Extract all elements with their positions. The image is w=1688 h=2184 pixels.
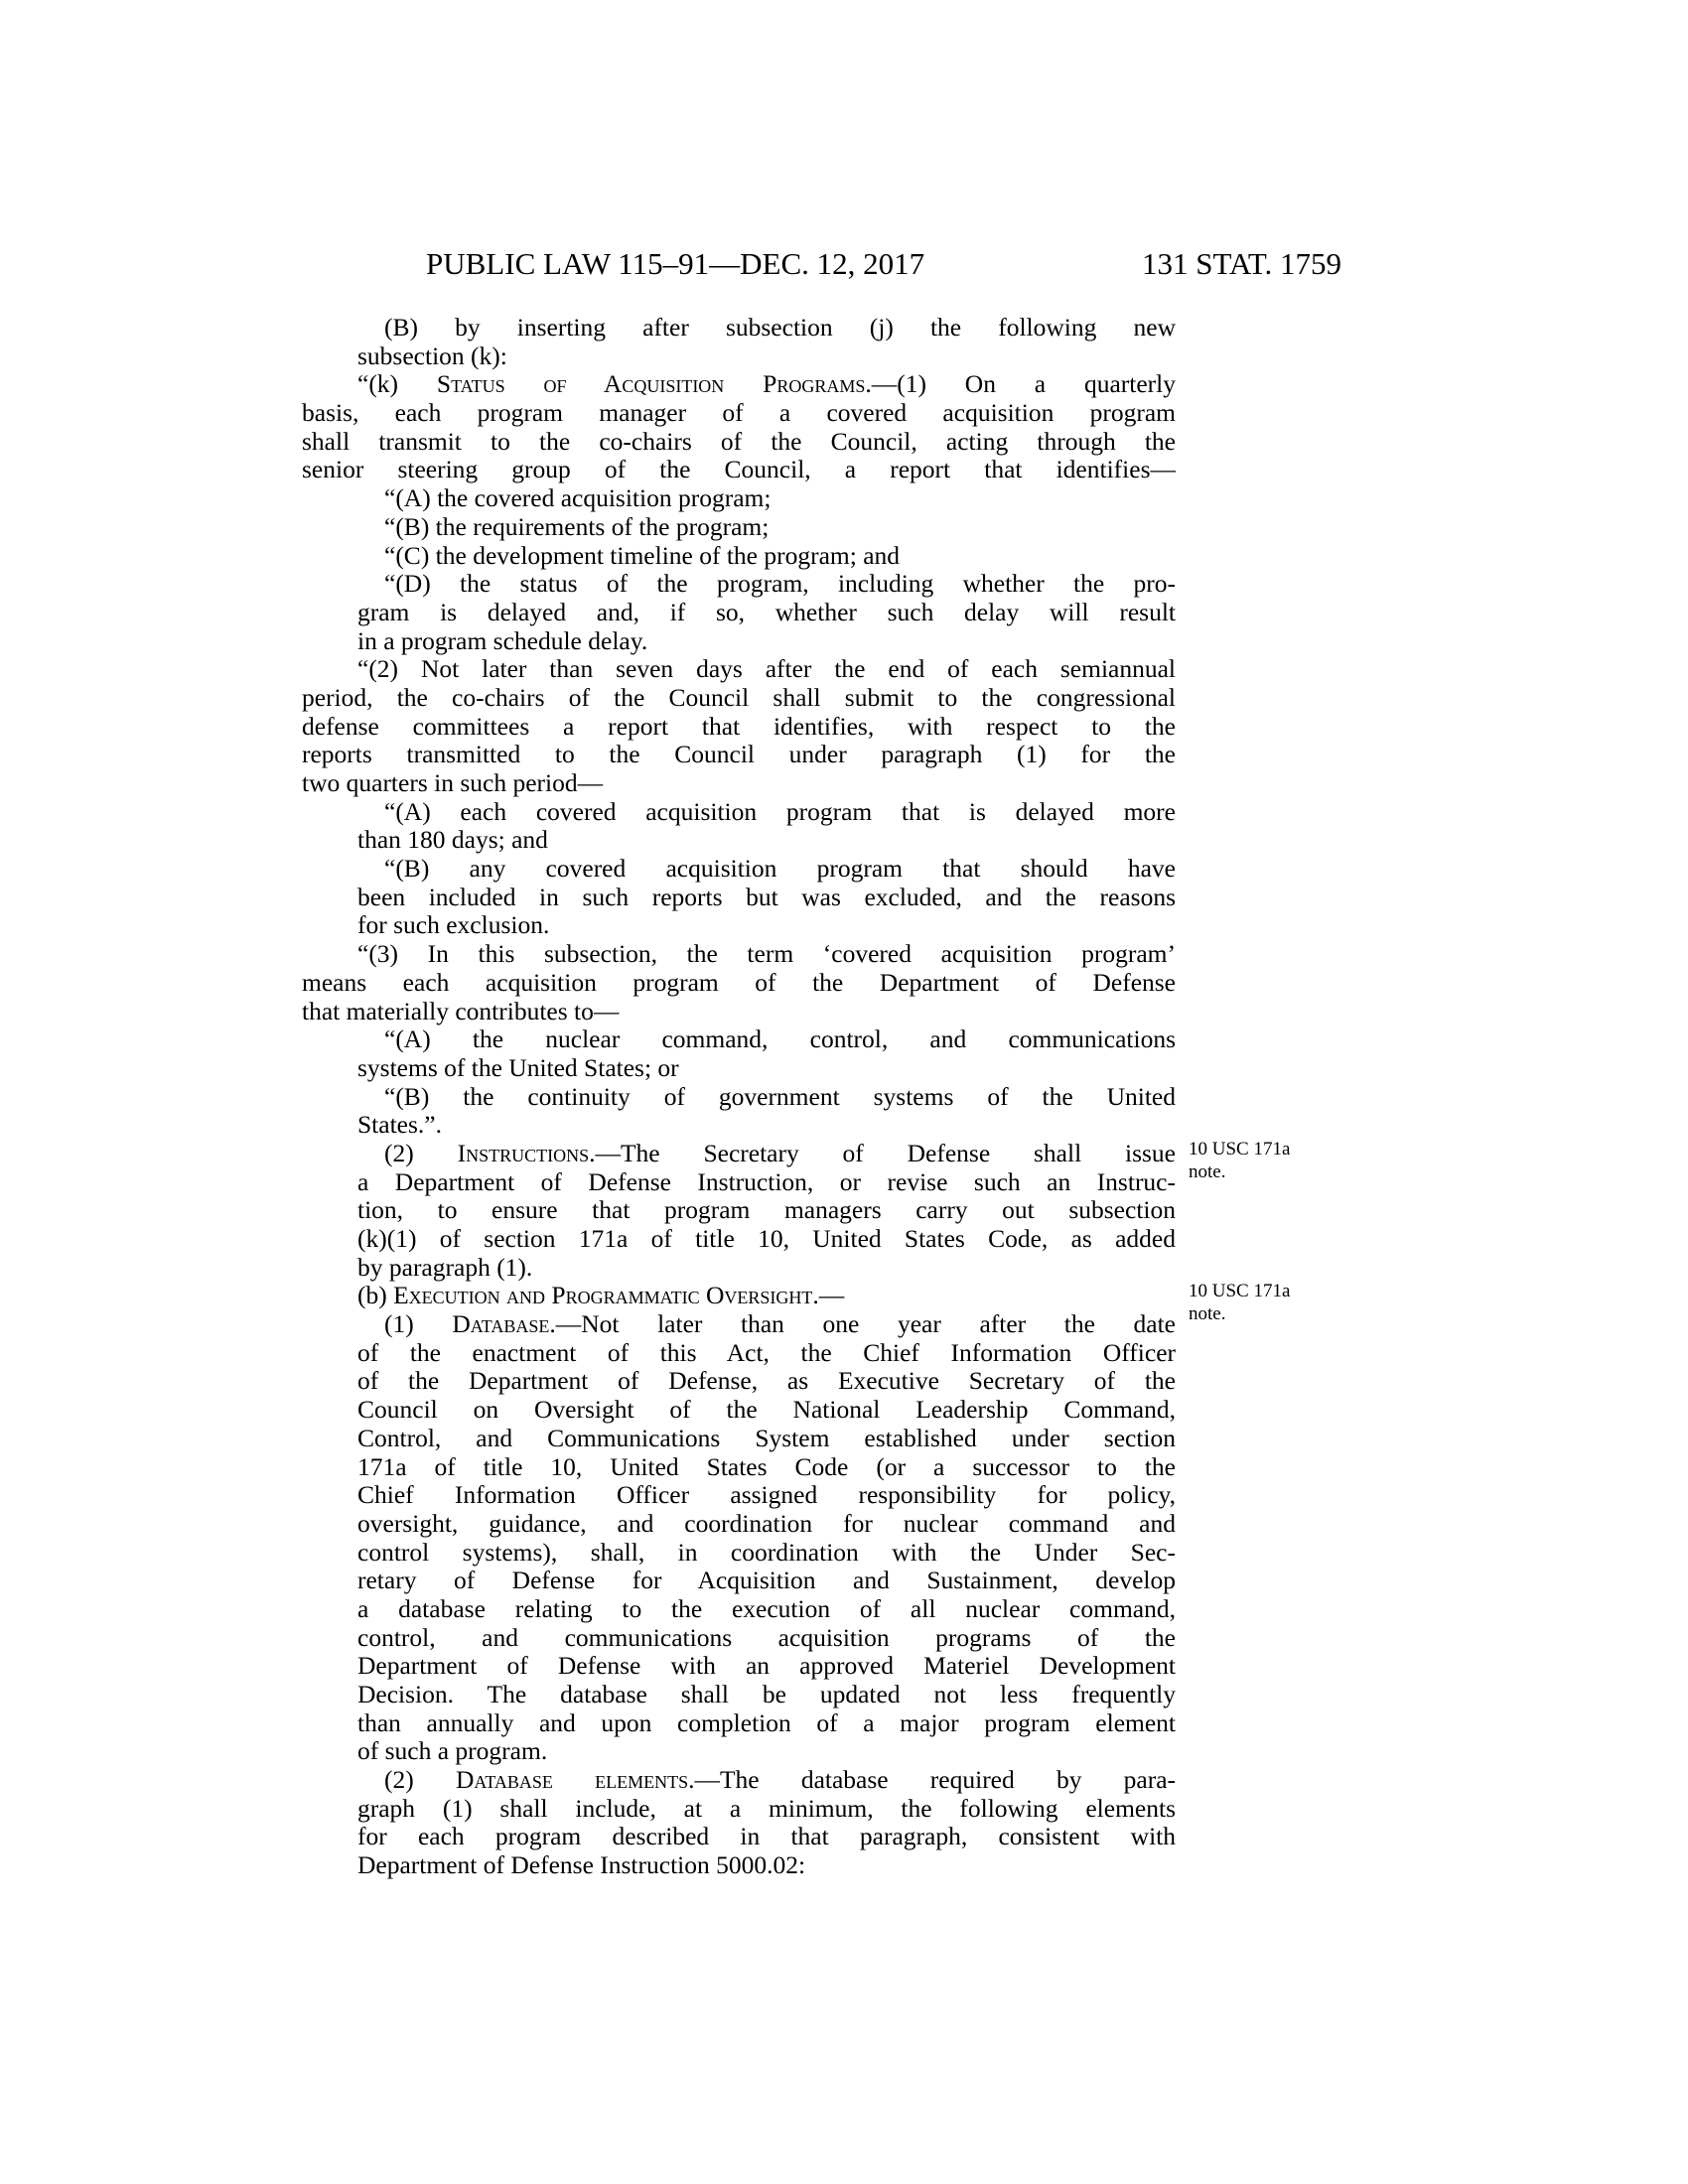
text-line: Council on Oversight of the National Leadership Command, (357, 1395, 1176, 1425)
text-line (302, 370, 1176, 399)
text-line: States.”. (357, 1110, 442, 1140)
text-line: Chief Information Officer assigned responsibility for policy, (357, 1480, 1176, 1510)
text-line: of the Department of Defense, as Executive Secretary of the (357, 1366, 1176, 1396)
line-remainder: .—The database required by para- (688, 1765, 1177, 1795)
line-remainder: .—The Secretary of Defense shall issue (589, 1138, 1177, 1167)
text-line (302, 1766, 1176, 1795)
text-line: “(A) each covered acquisition program that is delayed more (384, 796, 1176, 826)
section-heading-small-caps: Status of Acquisition Programs (436, 369, 866, 399)
text-line (302, 1140, 1176, 1168)
text-line: for each program described in that paragraph, consistent with (357, 1822, 1176, 1851)
text-line: “(D) the status of the program, including whether the pro- (384, 569, 1176, 599)
line-remainder: .—Not later than one year after the date (549, 1309, 1176, 1339)
text-line: subsection (k): (357, 341, 507, 370)
section-heading-small-caps: Database elements (455, 1765, 689, 1795)
text-line: “(3) In this subsection, the term ‘covered acquisition program’ (357, 939, 1176, 969)
text-line: “(C) the development timeline of the program; and (384, 540, 901, 570)
text-line: control systems), shall, in coordination with the Under Sec- (357, 1537, 1176, 1567)
text-line: (B) by inserting after subsection (j) the following new (384, 313, 1176, 341)
text-line: a Department of Defense Instruction, or revise such an Instruc- (357, 1166, 1176, 1196)
text-line: oversight, guidance, and coordination for nuclear command and (357, 1508, 1176, 1538)
text-line: Control, and Communications System established under section (357, 1423, 1176, 1452)
margin-note-citation (1189, 1138, 1290, 1183)
text-line: two quarters in such period— (302, 768, 604, 797)
text-line: “(A) the covered acquisition program; (384, 483, 772, 513)
text-line: “(B) the requirements of the program; (384, 511, 770, 541)
text-line: basis, each program manager of a covered acquisition program (302, 398, 1176, 428)
text-line: a database relating to the execution of all nuclear command, (357, 1593, 1176, 1623)
text-line: of such a program. (357, 1736, 548, 1766)
text-line: control, and communications acquisition programs of the (357, 1622, 1176, 1652)
text-line: “(B) the continuity of government systems of the United (384, 1081, 1176, 1111)
text-line: that materially contributes to— (302, 996, 620, 1025)
text-line: tion, to ensure that program managers carry out subsection (357, 1195, 1176, 1225)
statute-body-text (302, 314, 1176, 1880)
text-line: defense committees a report that identifies, with respect to the (302, 711, 1176, 741)
margin-note-citation (1189, 1280, 1290, 1325)
text-line: been included in such reports but was excluded, and the reasons (357, 882, 1176, 911)
text-line: Department of Defense with an approved Materiel Development (357, 1651, 1176, 1681)
text-line (302, 1310, 1176, 1339)
text-line: means each acquisition program of the Department of Defense (302, 967, 1176, 997)
margin-note-line: 10 USC 171a (1189, 1139, 1291, 1160)
text-line: Department of Defense Instruction 5000.02: (357, 1850, 806, 1880)
section-heading-small-caps: Instructions (457, 1138, 590, 1167)
running-header-page-number: 131 STAT. 1759 (1142, 246, 1342, 281)
text-line: retary of Defense for Acquisition and Sustainment, develop (357, 1566, 1176, 1595)
text-line: than 180 days; and (357, 825, 548, 855)
text-line: in a program schedule delay. (357, 625, 648, 655)
line-prefix: “(k) (357, 369, 437, 399)
text-line: systems of the United States; or (357, 1052, 679, 1082)
section-heading-small-caps: Execution and Programmatic Oversight (393, 1281, 813, 1310)
line-prefix: (2) (384, 1138, 458, 1167)
margin-note-line: note. (1189, 1303, 1226, 1324)
text-line: reports transmitted to the Council under paragraph (1) for the (302, 740, 1176, 769)
line-remainder: .— (812, 1281, 845, 1310)
text-line (302, 1282, 1176, 1310)
text-line: Decision. The database shall be updated not less frequently (357, 1680, 1176, 1708)
text-line: (k)(1) of section 171a of title 10, United States Code, as added (357, 1224, 1176, 1253)
section-heading-small-caps: Database (452, 1309, 550, 1339)
margin-note-line: note. (1189, 1161, 1226, 1182)
line-prefix: (b) (357, 1281, 394, 1310)
text-line: “(2) Not later than seven days after the end of each semiannual (357, 654, 1176, 684)
text-line: 171a of title 10, United States Code (or a successor to the (357, 1451, 1176, 1481)
text-line: of the enactment of this Act, the Chief Information Officer (357, 1337, 1176, 1367)
text-line: senior steering group of the Council, a report that identifies— (302, 455, 1176, 484)
text-line: “(B) any covered acquisition program that should have (384, 854, 1176, 884)
text-line: period, the co-chairs of the Council shall submit to the congressional (302, 682, 1176, 712)
line-prefix: (1) (384, 1309, 453, 1339)
line-remainder: .—(1) On a quarterly (865, 369, 1176, 399)
text-line: for such exclusion. (357, 910, 550, 940)
margin-note-line: 10 USC 171a (1189, 1281, 1291, 1301)
text-line: graph (1) shall include, at a minimum, the following elements (357, 1793, 1176, 1823)
text-line: gram is delayed and, if so, whether such delay will result (357, 597, 1176, 626)
text-line: shall transmit to the co-chairs of the Council, acting through the (302, 426, 1176, 456)
text-line: by paragraph (1). (357, 1252, 533, 1282)
text-line: “(A) the nuclear command, control, and communications (384, 1024, 1176, 1054)
text-line: than annually and upon completion of a major program element (357, 1707, 1176, 1737)
line-prefix: (2) (384, 1765, 456, 1795)
running-header-title: PUBLIC LAW 115–91—DEC. 12, 2017 (426, 246, 925, 281)
